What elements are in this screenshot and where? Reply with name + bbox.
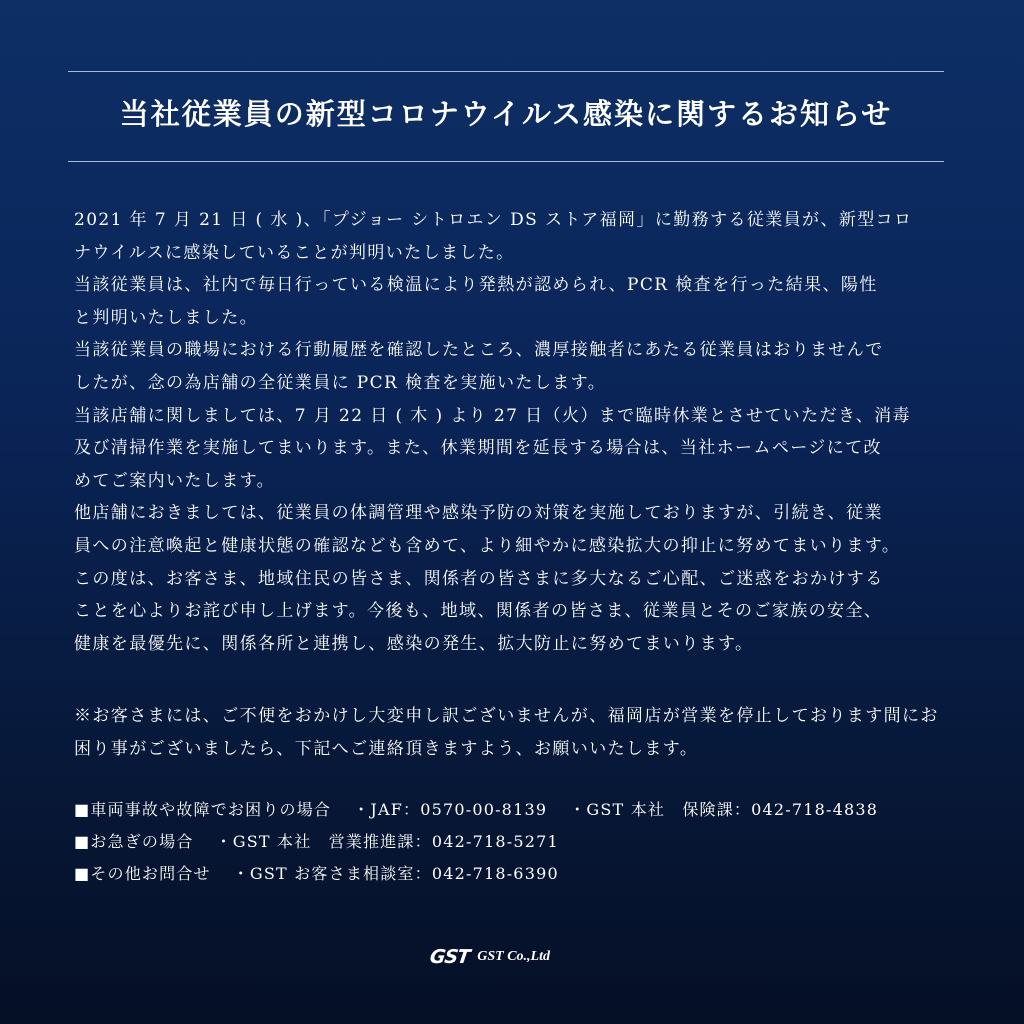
contact-accident [74, 794, 964, 826]
bottom-divider [68, 161, 944, 162]
contact-sales: ・GST 本社 営業推進課：042-718-5271 [215, 832, 559, 851]
body-line: 員への注意喚起と健康状態の確認なども含めて、より細やかに感染拡大の抑止に努めてまいります。 [74, 535, 901, 556]
body-line: 当該従業員の職場における行動履歴を確認したところ、濃厚接触者にあたる従業員はおりませんで [74, 340, 884, 361]
contact-urgent [74, 826, 964, 858]
contact-insurance: ・GST 本社 保険課：042-718-4838 [569, 800, 879, 819]
contact-label: ■お急ぎの場合 [74, 832, 194, 851]
body-line: と判明いたしました。 [74, 307, 258, 328]
body-line: ことを心よりお詫び申し上げます。今後も、地域、関係者の皆さま、従業員とそのご家族の安全、 [74, 601, 883, 622]
body-line: 他店舗におきましては、従業員の体調管理や感染予防の対策を実施しておりますが、引続き、従業 [74, 503, 883, 524]
body-line: この度は、お客さま、地域住民の皆さま、関係者の皆さまに多大なるご心配、ご迷惑をおかけする [74, 568, 884, 589]
body-line: 健康を最優先に、関係各所と連携し、感染の発生、拡大防止に努めてまいります。 [74, 633, 754, 654]
company-logo [430, 944, 550, 970]
gst-logo-mark: GST [428, 946, 471, 968]
contact-list [74, 794, 964, 890]
note-line: 困り事がございましたら、下記へご連絡頂きますよう、お願いいたします。 [74, 738, 699, 759]
company-name: GST Co.,Ltd [477, 949, 550, 964]
note-line: ※お客さまには、ご不便をおかけし大変申し訳ございませんが、福岡店が営業を停止しております間にお [74, 706, 939, 726]
contact-jaf: ・JAF：0570-00-8139 [353, 800, 548, 819]
contact-support: ・GST お客さま相談室：042-718-6390 [232, 864, 559, 883]
body-line: ナウイルスに感染していることが判明いたしました。 [74, 242, 515, 263]
body-line: めてご案内いたします。 [74, 470, 276, 491]
body-line: 当該店舗に関しましては、7 月 22 日 ( 木 ) より 27 日（火）まで臨時休業とさせていただき、消毒 [74, 405, 911, 426]
announcement-body [74, 204, 964, 660]
contact-other [74, 858, 964, 890]
customer-note [74, 700, 964, 765]
contact-label: ■その他お問合せ [74, 864, 211, 883]
body-line: 当該従業員は、社内で毎日行っている検温により発熱が認められ、PCR 検査を行った結果、陽性 [74, 275, 878, 296]
contact-label: ■車両事故や故障でお困りの場合 [74, 800, 332, 819]
body-line: 2021 年 7 月 21 日 ( 水 )、「プジョー シトロエン DS ストア福岡」に勤務する従業員が、新型コロ [74, 210, 913, 230]
body-line: 及び清掃作業を実施してまいります。また、休業期間を延長する場合は、当社ホームページにて改 [74, 438, 882, 459]
body-line: したが、念の為店舗の全従業員に PCR 検査を実施いたします。 [74, 372, 607, 393]
page-title: 当社従業員の新型コロナウイルス感染に関するお知らせ [119, 97, 893, 131]
top-divider [68, 71, 944, 72]
